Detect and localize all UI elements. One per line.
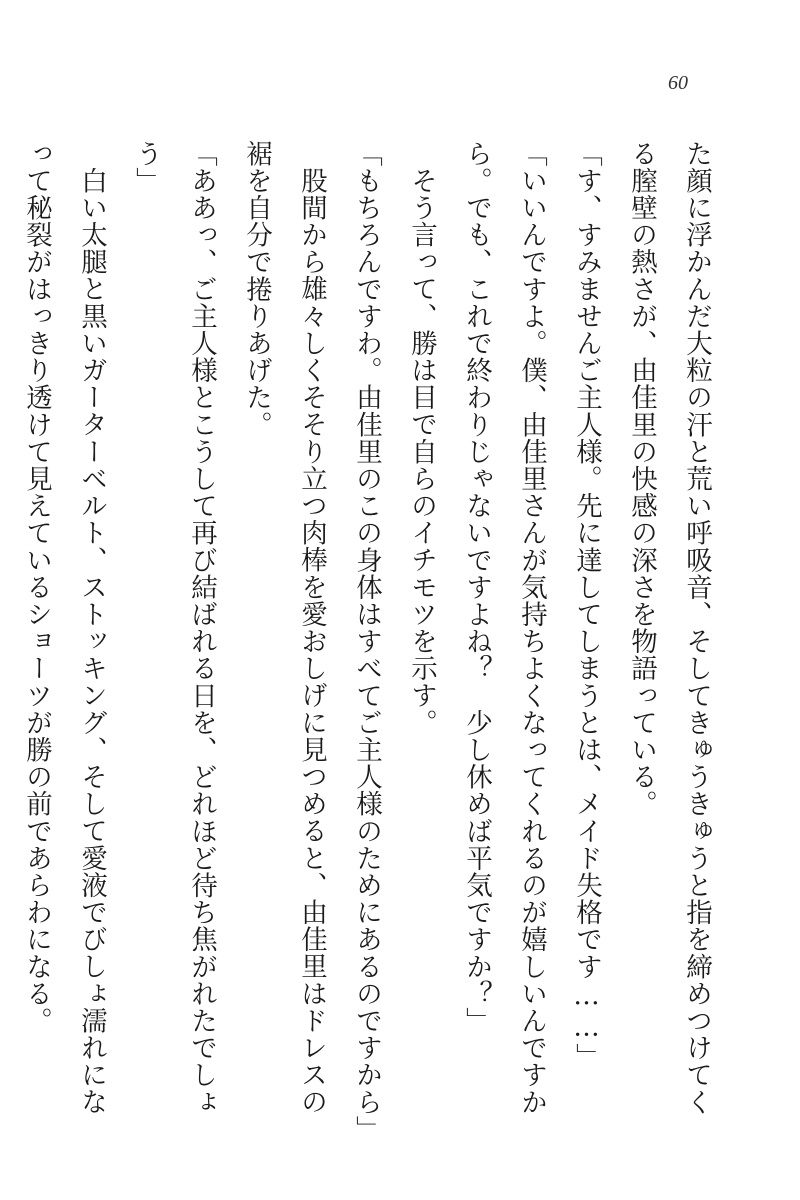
paragraph: 股間から雄々しくそそり立つ肉棒を愛おしげに見つめると、由佳里はドレスの裾を自分で捲りあげた。 [241, 140, 327, 1115]
paragraph: 「す、すみませんご主人様。先に達してしまうとは、メイド失格です……」 [571, 140, 602, 1071]
paragraph: そう言って、勝は目で自らのイチモツを示す。 [406, 166, 437, 736]
paragraph: 「もちろんですわ。由佳里のこの身体はすべてご主人様のためにあるのですから」 [351, 140, 382, 1143]
paragraph: 「ああっ、ご主人様とこうして再び結ばれる日を、どれほど待ち焦がれたでしょう」 [131, 140, 217, 1116]
paragraph [0, 140, 9, 1130]
paragraph: 「いいんですよ。僕、由佳里さんが気持ちよくなってくれるのが嬉しいんですから。でも、これで終わりじゃないですよね？ 少し休めば平気ですか？」 [461, 140, 547, 1116]
paragraph: 白い太腿と黒いガーターベルト、ストッキング、そして愛液でびしょ濡れになって秘裂がはっきり透けて見えているショーツが勝の前であらわになる。 [21, 140, 107, 1115]
page-number: 60 [668, 72, 688, 94]
paragraph: た顔に浮かんだ大粒の汗と荒い呼吸音、そしてきゅうきゅうと指を締めつけてくる膣壁の熱さが、由佳里の快感の深さを物語っている。 [626, 140, 712, 1116]
novel-body-text [21, 140, 724, 1143]
